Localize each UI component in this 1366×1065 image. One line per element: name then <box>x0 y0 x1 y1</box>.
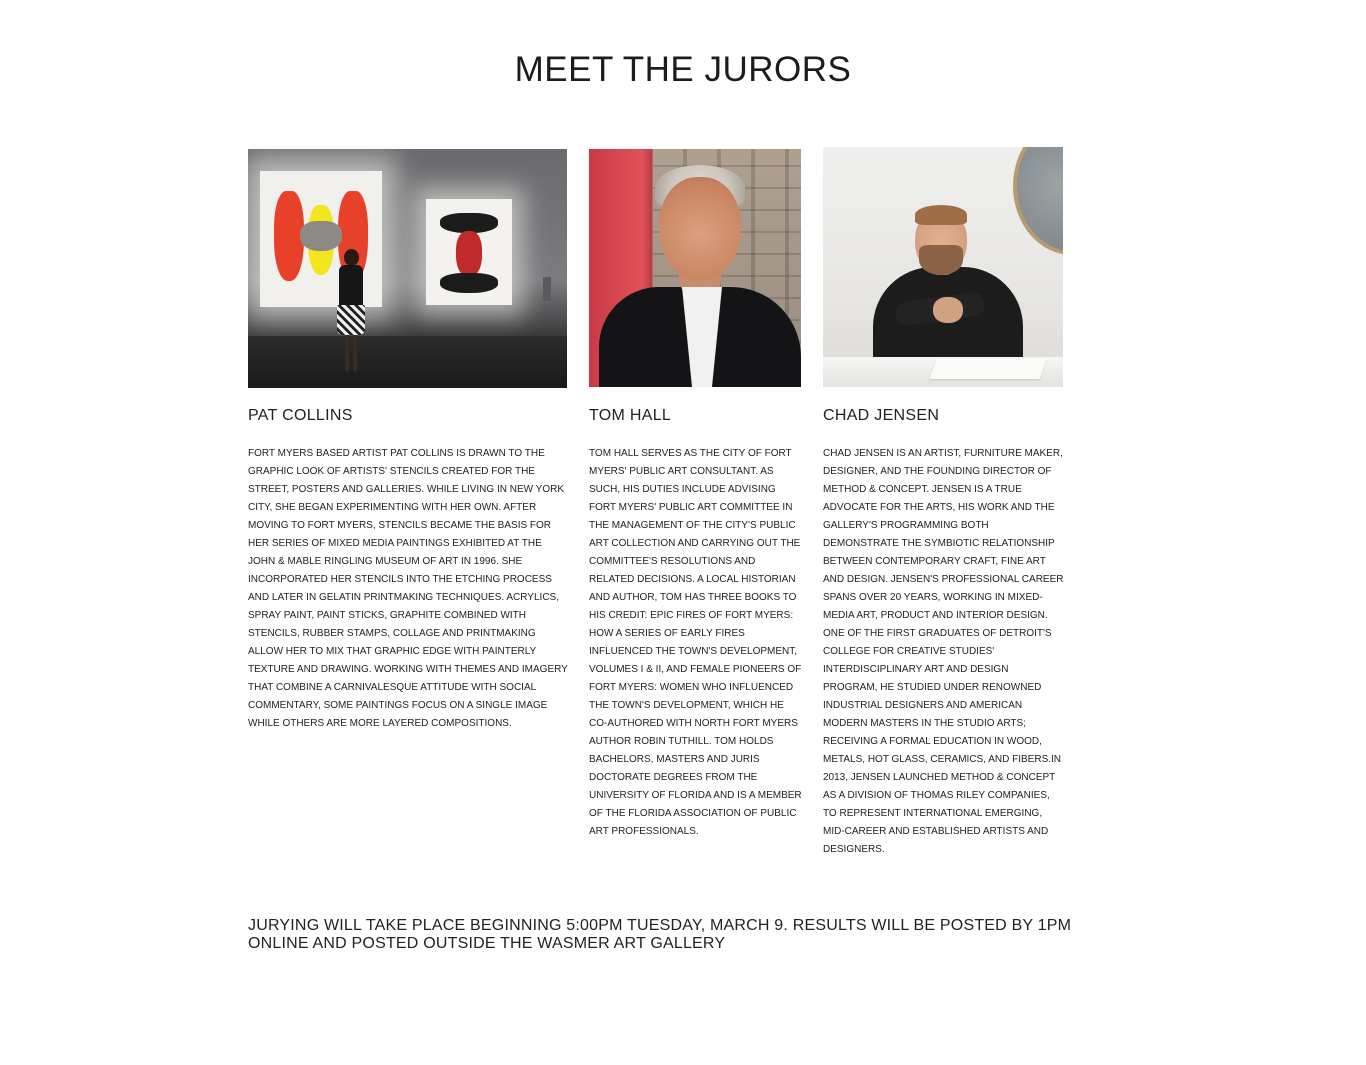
painting-right <box>426 199 512 305</box>
round-mirror <box>1013 147 1063 255</box>
juror-photo-tom-hall <box>589 149 801 387</box>
juror-name: TOM HALL <box>589 407 672 424</box>
artist-figure <box>336 249 366 377</box>
gallery-floor <box>248 336 567 388</box>
page-title: MEET THE JURORS <box>514 50 852 89</box>
juror-bio: FORT MYERS BASED ARTIST PAT COLLINS IS DRAWN TO THE GRAPHIC LOOK OF ARTISTS' STENCILS CREATED FOR THE STREET, POSTERS AND GALLERIES. WHILE LIVING IN NEW YORK CITY, SHE BEGAN EXPERIMENTING WITH HER OWN. AFTER MOVING TO FORT MYERS, STENCILS BECAME THE BASIS FOR HER SERIES OF MIXED MEDIA PAINTINGS EXHIBITED AT THE JOHN & MABLE RINGLING MUSEUM OF ART IN 1996. SHE INCORPORATED HER STENCILS INTO THE ETCHING PROCESS AND LATER IN GELATIN PRINTMAKING TECHNIQUES. ACRYLICS, SPRAY PAINT, PAINT STICKS, GRAPHITE COMBINED WITH STENCILS, RUBBER STAMPS, COLLAGE AND PRINTMAKING ALLOW HER TO MIX THAT GRAPHIC EDGE WITH PAINTERLY TEXTURE AND DRAWING. WORKING WITH THEMES AND IMAGERY THAT COMBINE A CARNIVALESQUE ATTITUDE WITH SOCIAL COMMENTARY, SOME PAINTINGS FOCUS ON A SINGLE IMAGE WHILE OTHERS ARE MORE LAYERED COMPOSITIONS. <box>248 448 568 729</box>
juror-card-tom-hall <box>589 147 803 837</box>
juror-card-chad-jensen <box>823 147 1065 855</box>
juror-bio: CHAD JENSEN IS AN ARTIST, FURNITURE MAKER, DESIGNER, AND THE FOUNDING DIRECTOR OF METHOD & CONCEPT. JENSEN IS A TRUE ADVOCATE FOR THE ARTS, HIS WORK AND THE GALLERY'S PROGRAMMING BOTH DEMONSTRATE THE SYMBIOTIC RELATIONSHIP BETWEEN CONTEMPORARY CRAFT, FINE ART AND DESIGN. JENSEN'S PROFESSIONAL CAREER SPANS OVER 20 YEARS, WORKING IN MIXED-MEDIA ART, PRODUCT AND INTERIOR DESIGN. ONE OF THE FIRST GRADUATES OF DETROIT'S COLLEGE FOR CREATIVE STUDIES' INTERDISCIPLINARY ART AND DESIGN PROGRAM, HE STUDIED UNDER RENOWNED INDUSTRIAL DESIGNERS AND AMERICAN MODERN MASTERS IN THE STUDIO ARTS; RECEIVING A FORMAL EDUCATION IN WOOD, METALS, HOT GLASS, CERAMICS, AND FIBERS.IN 2013, JENSEN LAUNCHED METHOD & CONCEPT AS A DIVISION OF THOMAS RILEY COMPANIES, TO REPRESENT INTERNATIONAL EMERGING, MID-CAREER AND ESTABLISHED ARTISTS AND DESIGNERS. <box>823 448 1064 855</box>
juror-name: PAT COLLINS <box>248 407 353 424</box>
desk-paper <box>929 359 1046 379</box>
jurying-schedule-note: JURYING WILL TAKE PLACE BEGINNING 5:00PM TUESDAY, MARCH 9. RESULTS WILL BE POSTED BY 1PM ONLINE AND POSTED OUTSIDE THE WASMER ART GALLERY <box>248 917 1072 952</box>
juror-photo-pat-collins <box>248 149 567 388</box>
wall-outlet <box>543 277 551 301</box>
portrait-head <box>659 177 741 281</box>
juror-bio: TOM HALL SERVES AS THE CITY OF FORT MYERS' PUBLIC ART CONSULTANT. AS SUCH, HIS DUTIES INCLUDE ADVISING FORT MYERS' PUBLIC ART COMMITTEE IN THE MANAGEMENT OF THE CITY'S PUBLIC ART COLLECTION AND CARRYING OUT THE COMMITTEE'S RESOLUTIONS AND RELATED DECISIONS. A LOCAL HISTORIAN AND AUTHOR, TOM HAS THREE BOOKS TO HIS CREDIT: EPIC FIRES OF FORT MYERS: HOW A SERIES OF EARLY FIRES INFLUENCED THE TOWN'S DEVELOPMENT, VOLUMES I & II, AND FEMALE PIONEERS OF FORT MYERS: WOMEN WHO INFLUENCED THE TOWN'S DEVELOPMENT, WHICH HE CO-AUTHORED WITH NORTH FORT MYERS AUTHOR ROBIN TUTHILL. TOM HOLDS BACHELORS, MASTERS AND JURIS DOCTORATE DEGREES FROM THE UNIVERSITY OF FLORIDA AND IS A MEMBER OF THE FLORIDA ASSOCIATION OF PUBLIC ART PROFESSIONALS. <box>589 448 802 837</box>
juror-photo-chad-jensen <box>823 147 1063 387</box>
juror-name: CHAD JENSEN <box>823 407 940 424</box>
juror-card-pat-collins <box>248 147 570 729</box>
